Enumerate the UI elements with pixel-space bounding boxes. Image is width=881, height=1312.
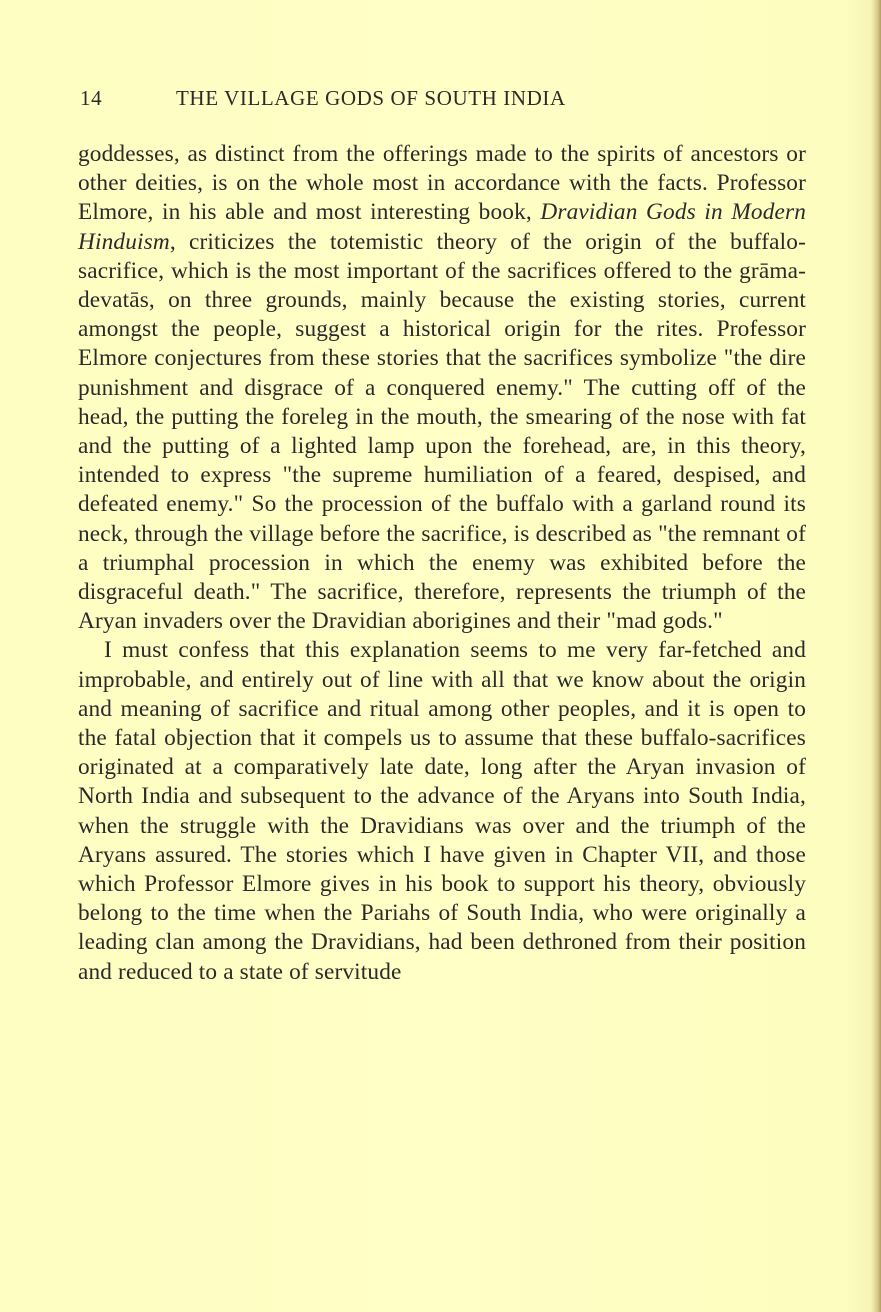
body-text — [78, 140, 806, 987]
running-header — [70, 86, 810, 116]
paragraph-1-text-b: , criticizes the totemistic theory of the origin of the buffalo-sacrifice, which is the most important of the sacrifices offered to the grāma-devatās, on three grounds, mainly because the existing stories, current amongst the people, suggest a historical origin for the rites. Professor Elmore conjectures from these stories that the sacrifices symbolize "the dire punishment and disgrace of a conquered enemy." The cutting off of the head, the putting the foreleg in the mouth, the smearing of the nose with fat and the putting of a lighted lamp upon the forehead, are, in this theory, intended to express "the supreme humiliation of a feared, despised, and defeated enemy." So the procession of the buffalo with a garland round its neck, through the village before the sacrifice, is described as "the remnant of a triumphal procession in which the enemy was exhibited before the disgraceful death." The sacrifice, therefore, represents the triumph of the Aryan invaders over the Dravidian aborigines and their "mad gods." — [78, 228, 806, 635]
page-edge-shadow — [871, 0, 881, 1312]
page-number: 14 — [80, 86, 103, 110]
paragraph-1-text-a: goddesses, as distinct from the offerings made to the spirits of ancestors or other deities, is on the whole most in accordance with the facts. Professor Elmore, in his able and most interesting book, — [78, 141, 806, 226]
paragraph-1 — [78, 140, 806, 636]
running-head-title: THE VILLAGE GODS OF SOUTH INDIA — [176, 86, 566, 110]
book-title-italic: Dravidian Gods in Modern Hinduism — [78, 199, 806, 255]
paragraph-2: I must confess that this explanation seems to me very far-fetched and improbable, and entirely out of line with all that we know about the origin and meaning of sacrifice and ritual among other peoples, and it is open to the fatal objection that it compels us to assume that these buffalo-sacrifices originated at a comparatively late date, long after the Aryan invasion of North India and subsequent to the advance of the Aryans into South India, when the struggle with the Dravidians was over and the triumph of the Aryans assured. The stories which I have given in Chapter VII, and those which Professor Elmore gives in his book to support his theory, obviously belong to the time when the Pariahs of South India, who were originally a leading clan among the Dravidians, had been dethroned from their position and reduced to a state of servitude — [78, 637, 806, 985]
